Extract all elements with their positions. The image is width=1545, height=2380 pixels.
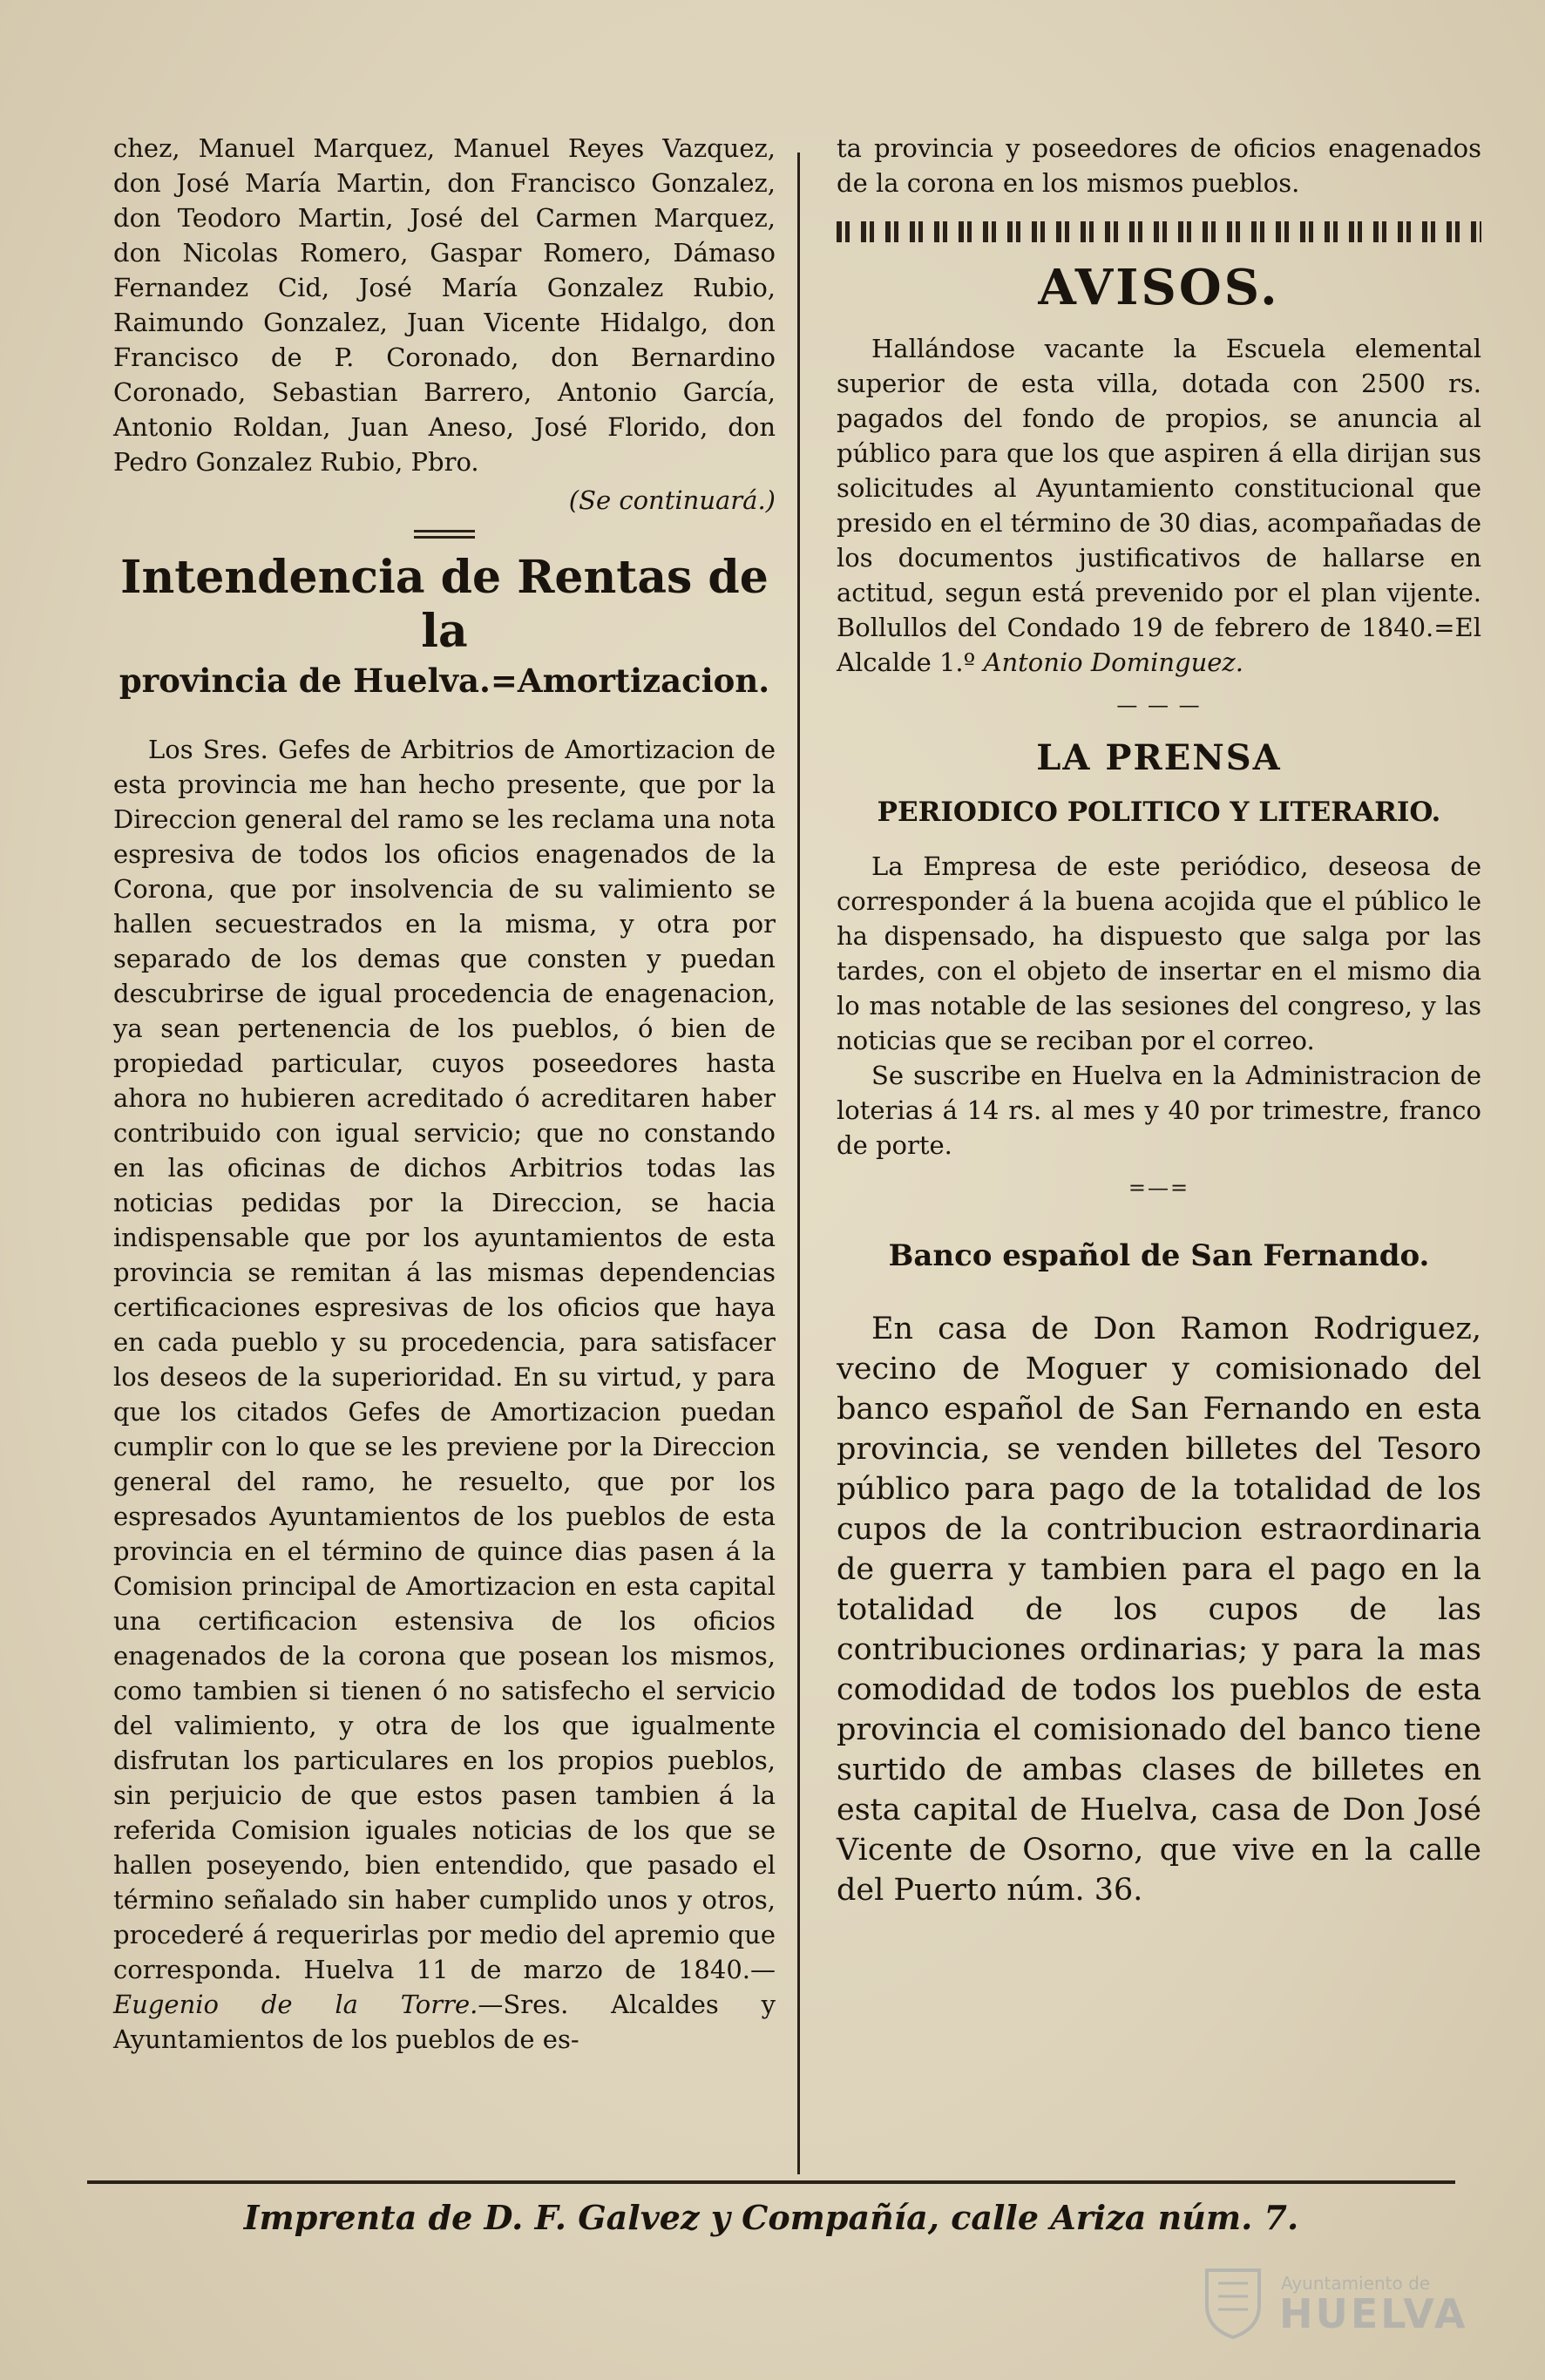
prensa-body-1: La Empresa de este periódico, deseosa de corresponder á la buena acojida que el público le ha dispensado, ha dispuesto que salga por las tardes, con el objeto de insertar en el mismo dia lo mas notable de las sesiones del congreso, y las noticias que se reciban por el correo. xyxy=(837,851,1481,1055)
intendencia-body xyxy=(113,732,776,2057)
watermark-small-text: Ayuntamiento de xyxy=(1281,2273,1431,2294)
intendencia-subheading: provincia de Huelva.=Amortizacion. xyxy=(119,661,770,700)
banco-body: En casa de Don Ramon Rodriguez, vecino de Moguer y comisionado del banco español de San Fernando en esta provincia, se venden billetes del Tesoro público para pago de la totalidad de los cupos de la contribucion estraordinaria de guerra y tambien para el pago en la totalidad de los cupos de las contribuciones ordinarias; y para la mas comodidad de todos los pueblos de esta provincia el comisionado del banco tiene surtido de ambas clases de billetes en esta capital de Huelva, casa de Don José Vicente de Osorno, que vive en la calle del Puerto núm. 36. xyxy=(837,1312,1481,1908)
bottom-rule xyxy=(87,2180,1455,2184)
avisos-body xyxy=(837,331,1481,680)
avisos-heading: AVISOS. xyxy=(1038,259,1280,316)
intendencia-heading: Intendencia de Rentas de la xyxy=(120,551,769,658)
section-separator-dash-2: =—= xyxy=(1128,1176,1190,1200)
banco-heading: Banco español de San Fernando. xyxy=(888,1238,1430,1273)
prensa-heading: LA PRENSA xyxy=(1036,737,1282,778)
prensa-subheading: PERIODICO POLITICO Y LITERARIO. xyxy=(877,797,1441,828)
left-column xyxy=(113,131,776,2057)
column-divider xyxy=(797,153,800,2174)
intendencia-signature: Eugenio de la Torre. xyxy=(113,1990,478,2019)
section-separator-dash: — — — xyxy=(1116,693,1202,717)
shield-icon xyxy=(1203,2266,1264,2340)
archive-watermark xyxy=(1203,2266,1499,2344)
ornament-rule xyxy=(837,221,1481,242)
continued-note: (Se continuará.) xyxy=(568,485,776,515)
intendencia-text: Los Sres. Gefes de Arbitrios de Amortizacion de esta provincia me han hecho presente, que por la Direccion general del ramo se les reclama una nota espresiva de todos los oficios enagenados de la Corona, que por insolvencia de su valimiento se hallen secuestrados en la misma, y otra por separado de los demas que consten y puedan descubrirse de igual procedencia de enagenacion, ya sean pertenencia de los pueblos, ó bien de propiedad particular, cuyos poseedores hasta ahora no hubieren acreditado ó acreditaren haber contribuido con igual servicio; que no constando en las oficinas de dichos Arbitrios todas las noticias pedidas por la Direccion, se hacia indispensable que por los ayuntamientos de esta provincia se remitan á las mismas dependencias certificaciones espresivas de los oficios que haya en cada pueblo y su procedencia, para satisfacer los deseos de la superioridad. En su virtud, y para que los citados Gefes de Amortizacion puedan cumplir con lo que se les previene por la Direccion general del ramo, he resuelto, que por los espresados Ayuntamientos de los pueblos de esta provincia en el término de quince dias pasen á la Comision principal de Amortizacion en esta capital una certificacion estensiva de los oficios enagenados de la corona que posean los mismos, como tambien si tienen ó no satisfecho el servicio del valimiento, y otra de los que igualmente disfrutan los particulares en los propios pueblos, sin perjuicio de que estos pasen tambien á la referida Comision iguales noticias de los que se hallen poseyendo, bien entendido, que pasado el término señalado sin haber cumplido unos y otros, procederé á requerirlas por medio del apremio que corresponda. Huelva 11 de marzo de 1840.— xyxy=(113,735,776,1984)
right-column xyxy=(837,131,1481,1910)
continuation-paragraph: ta provincia y poseedores de oficios enagenados de la corona en los mismos pueblos. xyxy=(837,133,1481,198)
prensa-body-2: Se suscribe en Huelva en la Administracion de loterias á 14 rs. al mes y 40 por trimestre, franco de porte. xyxy=(837,1061,1481,1160)
watermark-big-text: HUELVA xyxy=(1279,2290,1468,2337)
imprint-line: Imprenta de D. F. Galvez y Compañía, calle Ariza núm. 7. xyxy=(243,2198,1299,2237)
avisos-signature: Antonio Dominguez. xyxy=(983,648,1243,677)
avisos-text: Hallándose vacante la Escuela elemental superior de esta villa, dotada con 2500 rs. pagados del fondo de propios, se anuncia al público para que los que aspiren á ella dirijan sus solicitudes al Ayuntamiento constitucional que presido en el término de 30 dias, acompañadas de los documentos justificativos de hallarse en actitud, segun está prevenido por el plan vijente. Bollullos del Condado 19 de febrero de 1840.=El Alcalde 1.º xyxy=(837,334,1482,677)
names-list-paragraph: chez, Manuel Marquez, Manuel Reyes Vazquez, don José María Martin, don Francisco Gonzalez, don Teodoro Martin, José del Carmen Marquez, don Nicolas Romero, Gaspar Romero, Dámaso Fernandez Cid, José María Gonzalez Rubio, Raimundo Gonzalez, Juan Vicente Hidalgo, don Francisco de P. Coronado, don Bernardino Coronado, Sebastian Barrero, Antonio García, Antonio Roldan, Juan Aneso, José Florido, don Pedro Gonzalez Rubio, Pbro. xyxy=(113,133,776,477)
intendencia-closing: —Sres. Alcaldes y Ayuntamientos de los pueblos de es- xyxy=(113,1990,776,2054)
section-separator xyxy=(414,530,475,539)
